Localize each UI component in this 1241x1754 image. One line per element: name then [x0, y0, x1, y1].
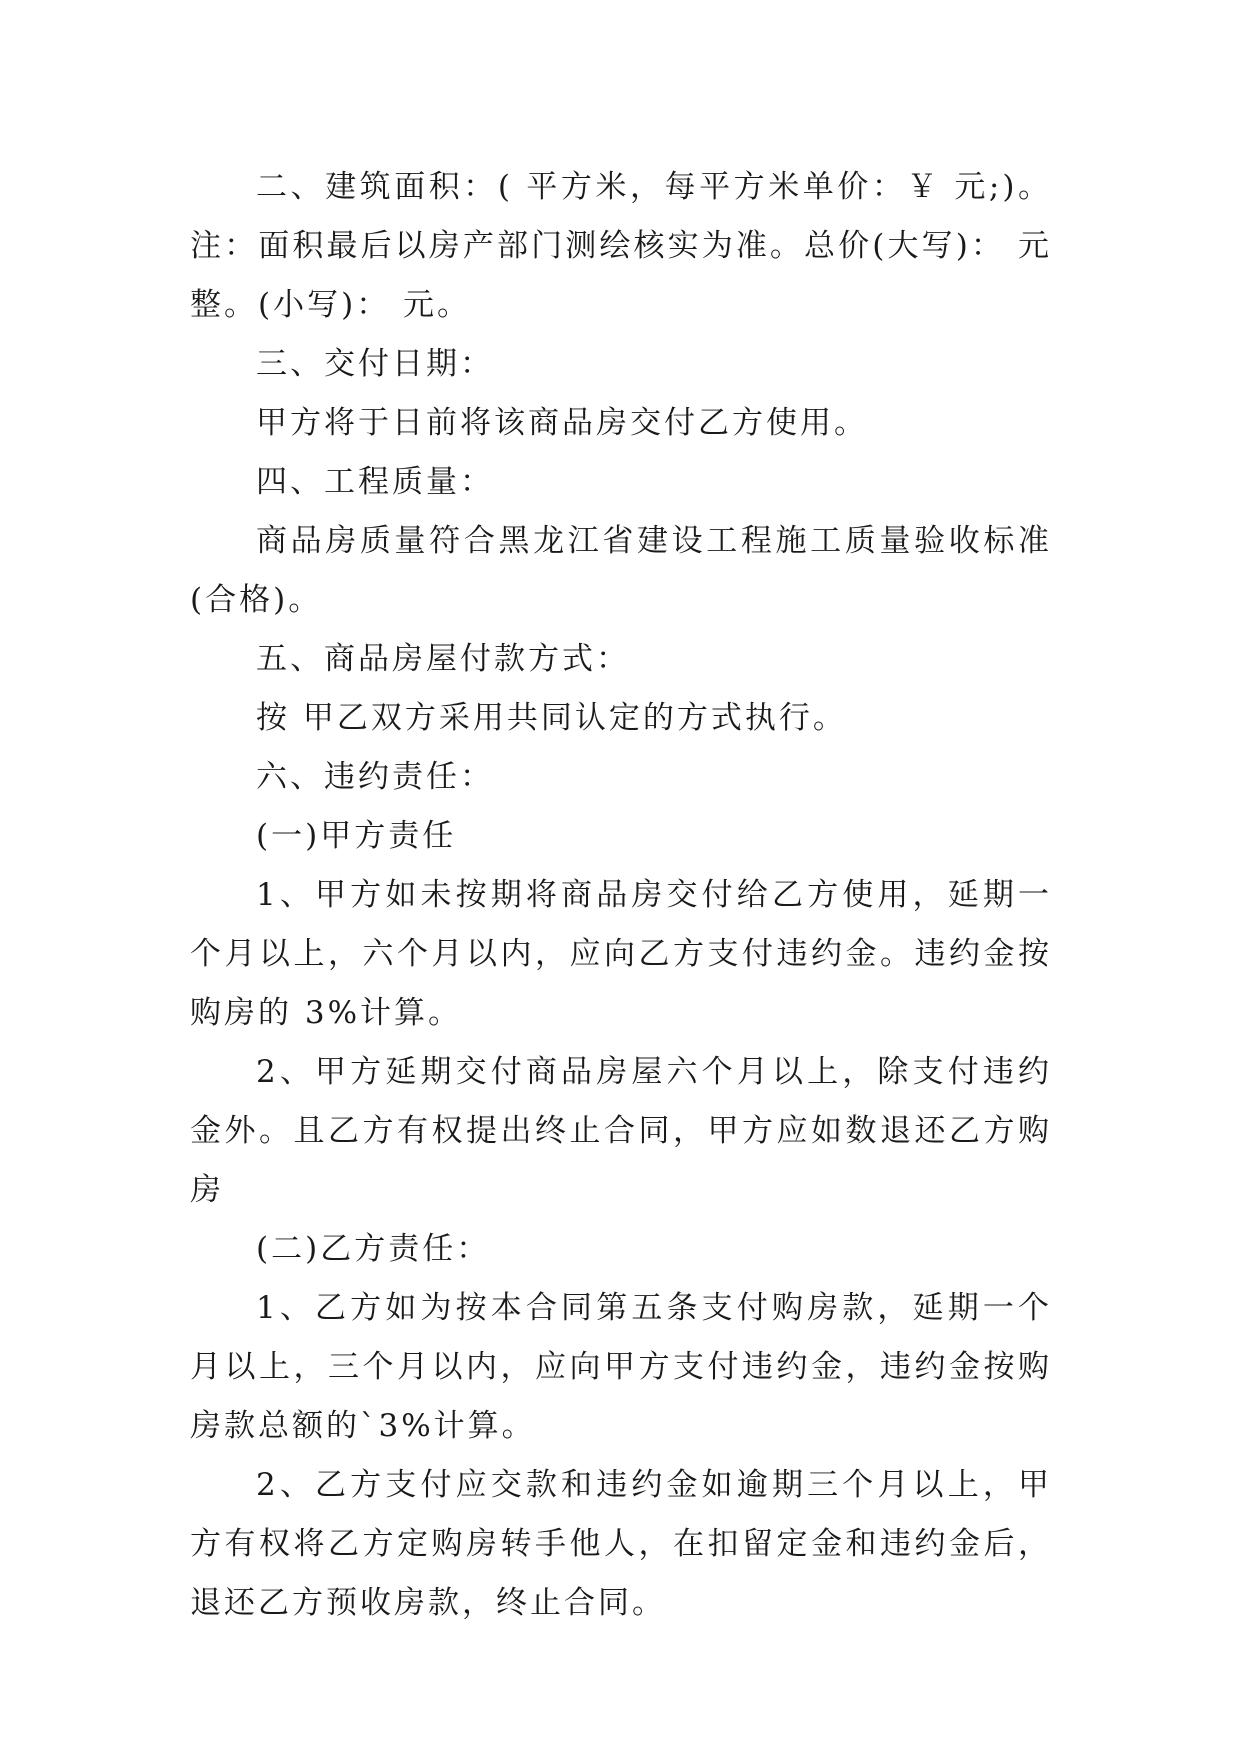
paragraph-delivery-date-heading: 三、交付日期： — [256, 346, 494, 382]
paragraph-party-a-clause-1: 1、甲方如未按期将商品房交付给乙方使用，延期一个月以上，六个月以内，应向乙方支付违约金。违约金按购房的 3%计算。 — [190, 877, 1052, 1031]
paragraph-delivery-date: 甲方将于日前将该商品房交付乙方使用。 — [256, 405, 868, 441]
paragraph-party-b-heading: (二)乙方责任： — [256, 1231, 491, 1267]
document-body — [190, 158, 1052, 1633]
paragraph-payment: 按 甲乙双方采用共同认定的方式执行。 — [256, 700, 847, 736]
paragraph-party-b-clause-2: 2、乙方支付应交款和违约金如逾期三个月以上，甲方有权将乙方定购房转手他人，在扣留定金和违约金后，退还乙方预收房款，终止合同。 — [190, 1467, 1052, 1621]
paragraph-party-a-heading: (一)甲方责任 — [256, 818, 457, 854]
paragraph-liability-heading: 六、违约责任： — [256, 759, 494, 795]
paragraph-quality-heading: 四、工程质量： — [256, 464, 494, 500]
paragraph-floor-area: 二、建筑面积：( 平方米，每平方米单价：￥ 元;)。注：面积最后以房产部门测绘核实为准。总价(大写)： 元整。(小写)： 元。 — [190, 169, 1052, 323]
paragraph-payment-heading: 五、商品房屋付款方式： — [256, 641, 630, 677]
paragraph-quality: 商品房质量符合黑龙江省建设工程施工质量验收标准(合格)。 — [190, 523, 1052, 618]
paragraph-party-a-clause-2: 2、甲方延期交付商品房屋六个月以上，除支付违约金外。且乙方有权提出终止合同，甲方应如数退还乙方购房 — [190, 1054, 1052, 1208]
paragraph-party-b-clause-1: 1、乙方如为按本合同第五条支付购房款，延期一个月以上，三个月以内，应向甲方支付违约金，违约金按购房款总额的`3%计算。 — [190, 1290, 1052, 1444]
